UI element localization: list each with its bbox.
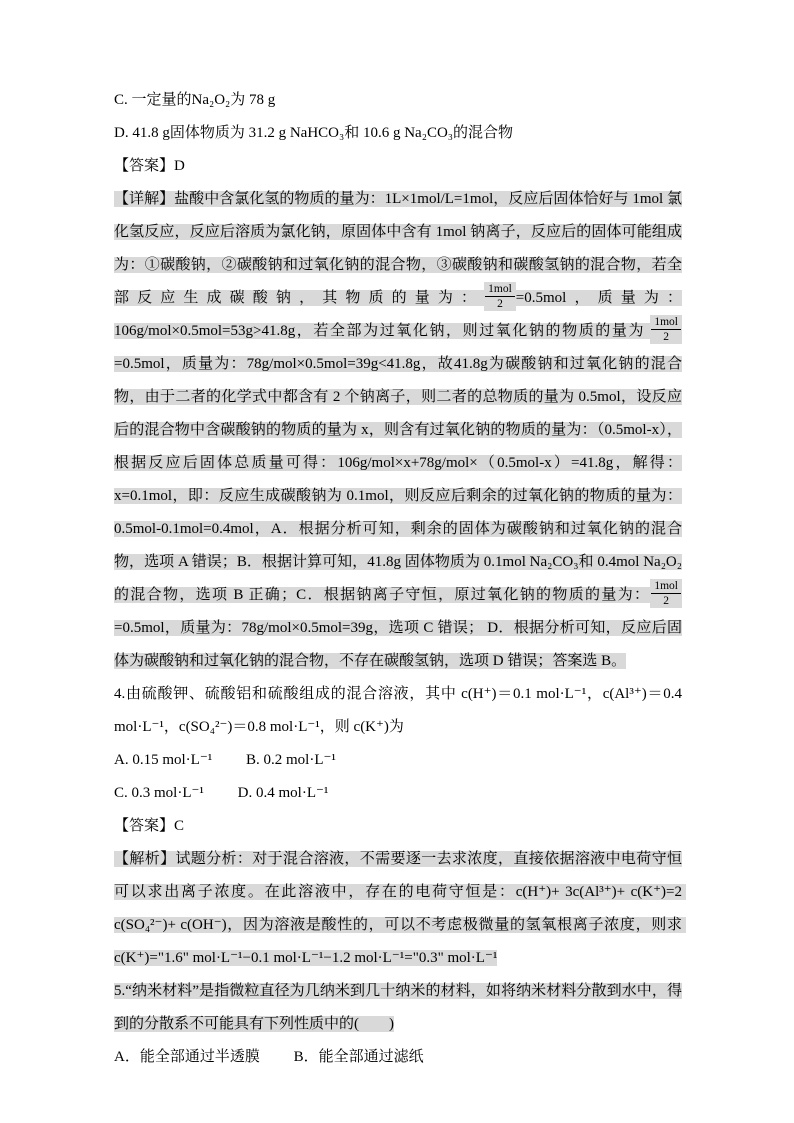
analysis-q4 (114, 843, 686, 975)
explanation-q3 (114, 183, 682, 678)
text-run: D. 41.8 g固体物质为 31.2 g NaHCO₃和 10.6 g Na₂CO₃的混合物 (114, 125, 514, 141)
text-run: =0.5mol，质量为：78g/mol×0.5mol=39g，选项 C 错误； D．根据分析可知，反应后固体为碳酸钠和过氧化钠的混合物，不存在碳酸氢钠，选项 D 错误；答案选 B。 (114, 620, 682, 669)
inline-fraction: $\frac{\text{1mol}}{2}$ (650, 579, 682, 609)
question-4-options-cd (114, 777, 682, 810)
text-run: 【解析】试题分析：对于混合溶液，不需要逐一去求浓度，直接依据溶液中电荷守恒可以求出离子浓度。在此溶液中，存在的电荷守恒是：c(H⁺)+ 3c(Al³⁺)+ c(K⁺)=2 c(SO₄²⁻)+ c(OH⁻)，因为溶液是酸性的，可以不考虑极微量的氢氧根离子浓度，则求 c(K⁺)="1.6" mol·L⁻¹−0.1 mol·L⁻¹−1.2 mol·L⁻¹="0.3" mol·L⁻¹ (114, 851, 686, 966)
text-run: =0.5mol，质量为：78g/mol×0.5mol=39g<41.8g，故41.8g为碳酸钠和过氧化钠的混合物，由于二者的化学式中都含有 2 个钠离子，则二者的总物质的量为 0.5mol，设反应后的混合物中含碳酸钠的物质的量为 x，则含有过氧化钠的物质的量为：（0.5mol-x），根据反应后固体总质量可得：106g/mol×x+78g/mol×（0.5mol-x）=41.8g，解得：x=0.1mol，即：反应生成碳酸钠为 0.1mol，则反应后剩余的过氧化钠的物质的量为：0.5mol-0.1mol=0.4mol，A．根据分析可知，剩余的固体为碳酸钠和过氧化钠的混合物，选项 A 错误；B．根据计算可知，41.8g 固体物质为 0.1mol Na₂CO₃和 0.4mol Na₂O₂的混合物，选项 B 正确；C．根据钠离子守恒，原过氧化钠的物质的量为： (114, 356, 682, 603)
text-run: C. 0.3 mol·L⁻¹ D. 0.4 mol·L⁻¹ (114, 785, 329, 801)
text-run: A. 0.15 mol·L⁻¹ B. 0.2 mol·L⁻¹ (114, 752, 336, 768)
text-run: 【答案】D (114, 158, 185, 174)
text-run: C. 一定量的Na₂O₂为 78 g (114, 92, 276, 108)
answer-q4 (114, 810, 682, 843)
text-run: =0.5mol，质量为：106g/mol×0.5mol=53g>41.8g，若全部为过氧化钠，则过氧化钠的物质的量为 (114, 290, 682, 339)
document-content (114, 84, 686, 1074)
text-run: A．能全部通过半透膜 B．能全部通过滤纸 (114, 1049, 424, 1065)
option-d-q3 (114, 117, 682, 150)
text-run: 5.“纳米材料”是指微粒直径为几纳米到几十纳米的材料，如将纳米材料分散到水中，得到的分散系不可能具有下列性质中的( ) (114, 983, 682, 1032)
question-5-options-ab (114, 1041, 682, 1074)
answer-q3 (114, 150, 682, 183)
option-c-q3 (114, 84, 682, 117)
text-run: 【详解】盐酸中含氯化氢的物质的量为：1L×1mol/L=1mol，反应后固体恰好与 1mol 氯化氢反应，反应后溶质为氯化钠，原固体中含有 1mol 钠离子，反应后的固体可能组成为：①碳酸钠，②碳酸钠和过氧化钠的混合物，③碳酸钠和碳酸氢钠的混合物，若全部反应生成碳酸钠，其物质的量为： (114, 191, 682, 306)
question-4 (114, 678, 686, 744)
text-run: 【答案】C (114, 818, 185, 834)
inline-fraction: $\frac{\text{1mol}}{2}$ (484, 282, 516, 312)
question-4-options-ab (114, 744, 682, 777)
text-run: 4.由硫酸钾、硫酸铝和硫酸组成的混合溶液，其中 c(H⁺)＝0.1 mol·L⁻¹，c(Al³⁺)＝0.4 mol·L⁻¹，c(SO₄²⁻)＝0.8 mol·L⁻¹，则 c(K⁺)为 (114, 686, 686, 735)
inline-fraction: $\frac{\text{1mol}}{2}$ (650, 315, 682, 345)
question-5 (114, 975, 682, 1041)
